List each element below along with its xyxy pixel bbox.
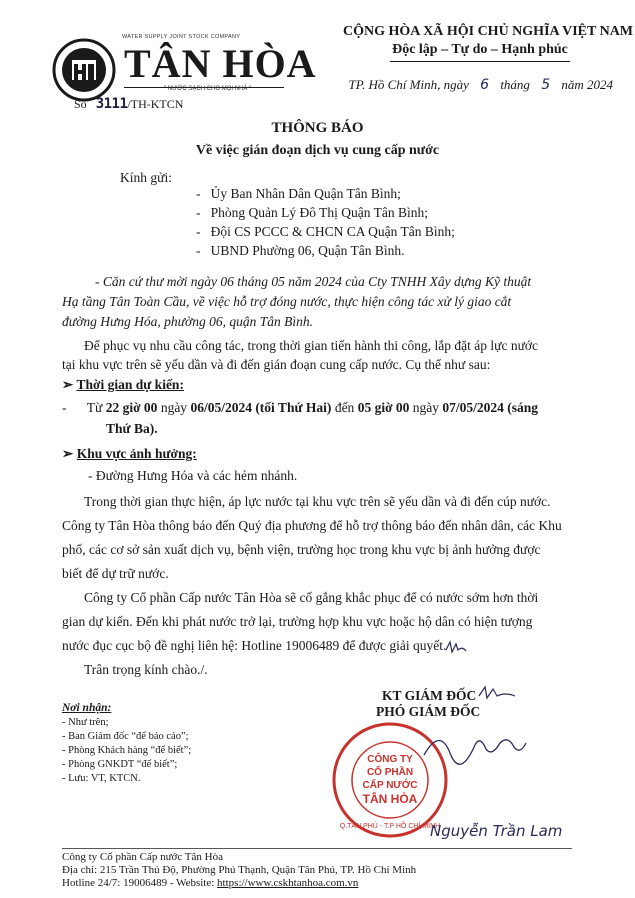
recipient-item: - Phòng Khách hàng “để biết”; [62,745,192,756]
month-handwritten: 5 [541,77,551,93]
footer-divider [62,848,572,849]
area-heading: ➢ Khu vực ảnh hưởng: [62,446,197,461]
website-link[interactable]: https://www.cskhtanhoa.com.vn [217,877,359,889]
time-detail-cont: Thứ Ba). [106,421,158,436]
area-item: - Đường Hưng Hóa và các hẻm nhánh. [88,468,298,483]
initial-scribble-icon [444,640,468,654]
nation-header: CỘNG HÒA XÃ HỘI CHỦ NGHĨA VIỆT NAM [343,24,634,39]
document-number [74,96,183,112]
svg-text:Q.TÂN PHÚ - T.P HỒ CHÍ MINH: Q.TÂN PHÚ - T.P HỒ CHÍ MINH [339,823,441,830]
signature-title-2: PHÓ GIÁM ĐỐC [376,704,481,719]
addressee-label: Kính gửi: [120,170,172,185]
place-date [349,77,614,93]
footer-hotline: Hotline 24/7: 19006489 - Website: https://www.cskhtanhoa.com.vn [62,877,359,889]
recipients-label: Nơi nhận: [62,702,112,714]
para1-line: Công ty Tân Hòa thông báo đến Quý địa phương để hỗ trợ thông báo đến nhân dân, các Khu [62,518,562,533]
footer-company: Công ty Cổ phần Cấp nước Tân Hòa [62,851,223,863]
basis-line: đường Hưng Hóa, phường 06, quận Tân Bình. [62,314,314,329]
time-heading: ➢ Thời gian dự kiến: [62,377,184,392]
day-handwritten: 6 [480,77,490,93]
addressee-item: - UBND Phường 06, Quận Tân Bình. [196,243,405,258]
basis-line: Hạ tầng Tân Toàn Cầu, về việc hỗ trợ đóng nước, thực hiện công tác xử lý giao cắt [62,294,512,309]
recipient-item: - Phòng GNKDT “để biết”; [62,759,178,770]
intro-line: Để phục vụ nhu cầu công tác, trong thời gian tiến hành thi công, lắp đặt áp lực nước [84,338,539,353]
water-drop-emblem-icon [52,38,116,102]
para2-line: Công ty Cổ phần Cấp nước Tân Hòa sẽ cố gắng khắc phục để có nước sớm hơn thời [84,590,539,605]
motto-underline [390,61,570,62]
para1-line: Trong thời gian thực hiện, áp lực nước tại khu vực trên sẽ yếu dần và đi đến cúp nước. [84,494,551,509]
para2-line: nước đục cục bộ đề nghị liên hệ: Hotline 19006489 để được giải quyết. [62,638,447,653]
year-label: năm 2024 [561,77,613,92]
logo-tagline: " NƯỚC SẠCH CHO MỌI NHÀ " [164,86,252,92]
signature-title-1: KT GIÁM ĐỐC [382,688,477,703]
closing: Trân trọng kính chào./. [84,662,208,677]
doc-suffix: /TH-KTCN [127,97,184,111]
para1-line: phố, các cơ sở sản xuất dịch vụ, bệnh viện, trường học trong khu vực bị ảnh hưởng được [62,542,541,557]
doc-prefix: Số [74,97,87,111]
svg-text:TÂN HÒA: TÂN HÒA [362,792,418,806]
logo-small-text: WATER SUPPLY JOINT STOCK COMPANY [122,34,241,40]
arrow-icon: ➢ [62,446,74,461]
arrow-icon: ➢ [62,377,74,392]
svg-text:CÔNG TY: CÔNG TY [367,754,413,765]
addressee-item: - Ủy Ban Nhân Dân Quận Tân Bình; [196,186,401,201]
recipient-item: - Như trên; [62,717,109,728]
doc-number-value: 3111 [95,96,128,112]
place-prefix: TP. Hồ Chí Minh, ngày [348,77,469,92]
addressee-item: - Đội CS PCCC & CHCN CA Quận Tân Bình; [196,224,455,239]
recipient-item: - Lưu: VT, KTCN. [62,773,141,784]
document-title: THÔNG BÁO [271,120,364,136]
motto: Độc lập – Tự do – Hạnh phúc [392,42,568,57]
addressee-item: - Phòng Quản Lý Đô Thị Quận Tân Bình; [196,205,428,220]
svg-text:CẤP NƯỚC: CẤP NƯỚC [362,780,418,791]
basis-line: - Căn cứ thư mời ngày 06 tháng 05 năm 2024 của Cty TNHH Xây dựng Kỹ thuật [95,274,532,289]
time-detail: - Từ 22 giờ 00 ngày 06/05/2024 (tối Thứ Hai) đến 05 giờ 00 ngày 07/05/2024 (sáng [62,400,539,415]
month-label: tháng [500,77,530,92]
document-subtitle: Về việc gián đoạn dịch vụ cung cấp nước [195,143,440,158]
recipient-item: - Ban Giám đốc “để báo cáo”; [62,731,189,742]
signer-name: Nguyễn Trần Lam [430,822,563,840]
signature-scrawl-icon [420,725,530,765]
initial-scribble-icon [477,684,517,702]
footer-address: Địa chỉ: 215 Trần Thủ Độ, Phường Phú Thạnh, Quận Tân Phú, TP. Hồ Chí Minh [62,864,417,876]
logo-brand: TÂN HÒA [124,41,317,86]
svg-text:CỔ PHẦN: CỔ PHẦN [366,767,414,778]
para2-line: gian dự kiến. Đến khi phát nước trở lại, trường hợp khu vực hoặc hộ dân có hiện tượng [62,614,533,629]
intro-line: tại khu vực trên sẽ yếu dần và đi đến gián đoạn cung cấp nước. Cụ thể như sau: [62,357,491,372]
para1-line: biết để dự trữ nước. [62,566,169,581]
